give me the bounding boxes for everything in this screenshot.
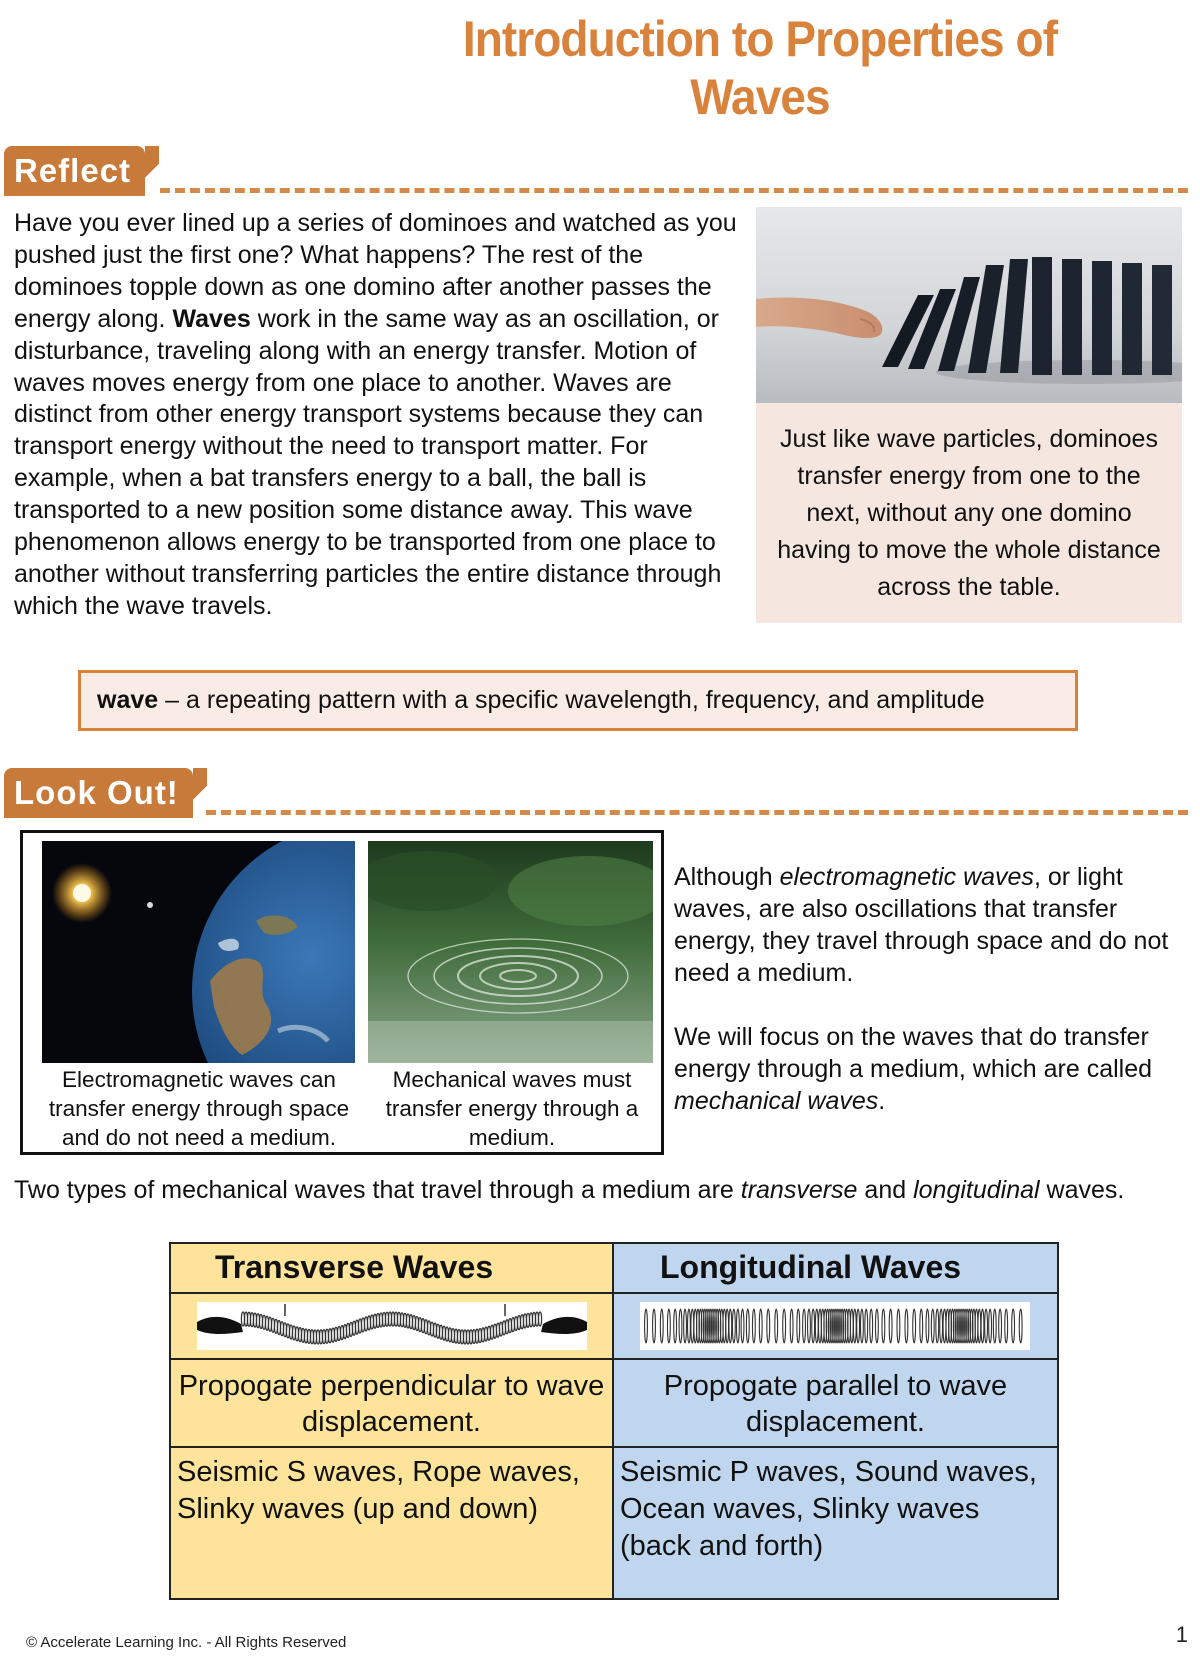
page-title: Introduction to Properties of Waves [462, 11, 1058, 125]
table-description-row [170, 1359, 1058, 1447]
water-ripple-photo [368, 841, 653, 1063]
types-longitudinal: longitudinal [913, 1176, 1040, 1204]
lookout-p1-em: electromagnetic waves [779, 863, 1034, 891]
table-diagram-row [170, 1293, 1058, 1359]
definition-text: – a repeating pattern with a specific wavelength, frequency, and amplitude [158, 686, 985, 714]
reflect-rest-text: work in the same way as an oscillation, or disturbance, traveling along with an energy transfer. Motion of waves moves energy from one place to another. Waves are distinct from other energy transport systems because they can transport energy without the need to transport matter. For example, when a bat transfers energy to a ball, the ball is transported to a new position some distance away. This wave phenomenon allows energy to be transported from one place to another without transferring particles the entire distance through which the wave travels. [14, 304, 722, 620]
transverse-header: Transverse Waves [170, 1243, 613, 1293]
wave-types-table [169, 1242, 1059, 1600]
lookout-text [674, 861, 1184, 1117]
domino-caption: Just like wave particles, dominoes transfer energy from one to the next, without any one domino having to move the whole distance across the table. [756, 403, 1182, 623]
types-before: Two types of mechanical waves that travel through a medium are [14, 1176, 741, 1204]
lookout-p1-before: Although [674, 863, 780, 891]
reflect-intro-text: Have you ever lined up a series of dominoes and watched as you pushed just the first one? What happens? The rest of the dominoes topple down as one domino after another passes the energy along. [14, 209, 737, 333]
transverse-examples: Seismic S waves, Rope waves, Slinky waves (up and down) [170, 1447, 613, 1599]
table-examples-row [170, 1447, 1058, 1599]
lookout-p2-after: . [878, 1087, 886, 1115]
definition-term: wave [97, 686, 159, 714]
em-caption: Electromagnetic waves can transfer energy through space and do not need a medium. [48, 1067, 350, 1150]
lookout-divider [206, 810, 1188, 815]
table-header-row [170, 1243, 1058, 1293]
types-transverse: transverse [740, 1176, 858, 1204]
longitudinal-header: Longitudinal Waves [613, 1243, 1058, 1293]
longitudinal-examples: Seismic P waves, Sound waves, Ocean waves, Slinky waves (back and forth) [613, 1447, 1058, 1599]
longitudinal-diagram-cell [613, 1293, 1058, 1359]
transverse-diagram-cell [170, 1293, 613, 1359]
reflect-divider [160, 188, 1188, 193]
wave-types-intro [14, 1172, 1164, 1209]
lookout-p2-em: mechanical waves [674, 1087, 879, 1115]
transverse-description: Propogate perpendicular to wave displacement. [170, 1359, 613, 1447]
domino-figure [756, 207, 1182, 623]
wave-images-frame [20, 830, 664, 1155]
types-middle: and [857, 1176, 914, 1204]
mech-caption: Mechanical waves must transfer energy through a medium. [385, 1067, 639, 1150]
lookout-tab: Look Out! [4, 768, 193, 818]
reflect-tab: Reflect [4, 146, 145, 196]
earth-space-photo [42, 841, 355, 1063]
footer-copyright: © Accelerate Learning Inc. - All Rights Reserved [26, 1634, 347, 1651]
lookout-paragraph-1 [674, 861, 1184, 989]
page-number: 1 [1175, 1622, 1188, 1647]
longitudinal-description: Propogate parallel to wave displacement. [613, 1359, 1058, 1447]
definition-box [78, 670, 1078, 731]
domino-photo [756, 207, 1182, 403]
types-after: waves. [1039, 1176, 1125, 1204]
lookout-p2-before: We will focus on the waves that do transfer energy through a medium, which are called [674, 1023, 1153, 1083]
longitudinal-slinky-diagram [640, 1302, 1030, 1350]
lookout-p1-after: , or light waves, are also oscillations that transfer energy, they travel through space and do not need a medium. [674, 863, 1169, 987]
transverse-slinky-diagram [197, 1302, 587, 1350]
reflect-bold-term: Waves [172, 304, 251, 333]
reflect-paragraph [14, 208, 744, 623]
lookout-paragraph-2 [674, 1021, 1184, 1117]
